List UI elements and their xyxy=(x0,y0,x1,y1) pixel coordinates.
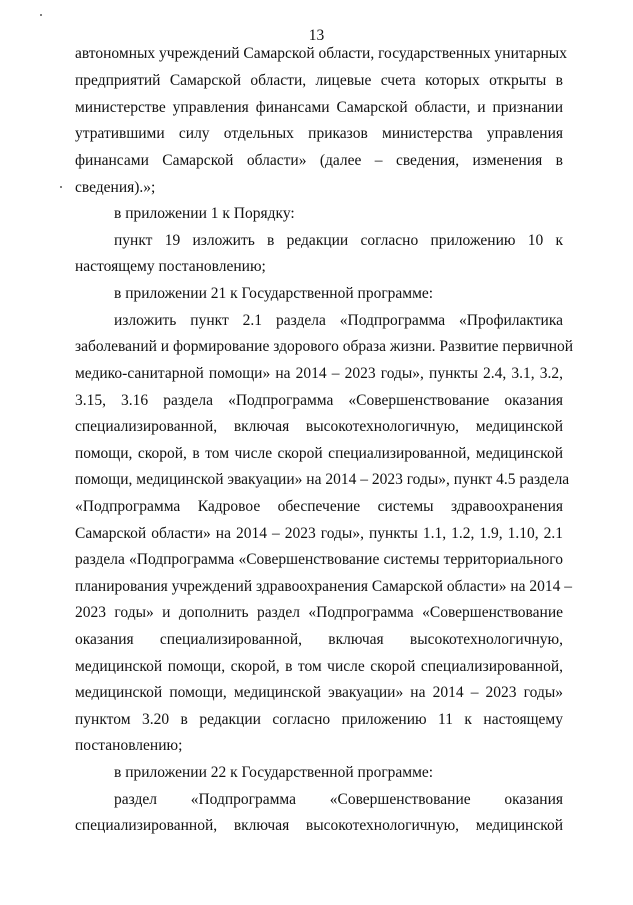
text-line: финансами Самарской области» (далее – сведения, изменения в xyxy=(75,152,563,169)
text-line: планирования учреждений здравоохранения Самарской области» на 2014 – xyxy=(75,578,573,595)
text-line: в приложении 21 к Государственной программе: xyxy=(114,285,434,302)
text-line: предприятий Самарской области, лицевые счета которых открыты в xyxy=(75,72,563,89)
text-line: помощи, медицинской эвакуации» на 2014 – 2023 годы», пункт 4.5 раздела xyxy=(75,471,570,488)
text-line: автономных учреждений Самарской области, государственных унитарных xyxy=(75,45,567,62)
text-line: в приложении 22 к Государственной программе: xyxy=(114,764,434,781)
text-line: оказания специализированной, включая высокотехнологичную, xyxy=(75,631,563,648)
text-line: сведения).»; xyxy=(75,179,156,196)
text-line: помощи, скорой, в том числе скорой специализированной, медицинской xyxy=(75,445,563,462)
text-line: заболеваний и формирование здорового образа жизни. Развитие первичной xyxy=(75,338,574,355)
text-line: пункт 19 изложить в редакции согласно приложению 10 к xyxy=(114,232,563,249)
text-line: специализированной, включая высокотехнологичную, медицинской xyxy=(75,418,563,435)
text-line: медицинской помощи, медицинской эвакуации» на 2014 – 2023 годы» xyxy=(75,684,563,701)
text-line: «Подпрограмма Кадровое обеспечение системы здравоохранения xyxy=(75,498,563,515)
scan-speck xyxy=(60,186,62,188)
text-line: министерстве управления финансами Самарской области, и признании xyxy=(75,99,563,116)
text-line: пунктом 3.20 в редакции согласно приложению 11 к настоящему xyxy=(75,711,563,728)
text-line: медицинской помощи, скорой, в том числе скорой специализированной, xyxy=(75,658,563,675)
text-line: изложить пункт 2.1 раздела «Подпрограмма «Профилактика xyxy=(114,312,563,329)
text-line: раздела «Подпрограмма «Совершенствование системы территориального xyxy=(75,551,563,568)
page-number: 13 xyxy=(308,27,325,44)
text-line: специализированной, включая высокотехнологичную, медицинской xyxy=(75,817,563,834)
text-line: в приложении 1 к Порядку: xyxy=(114,205,295,222)
scan-speck xyxy=(40,14,42,16)
text-line: постановлению; xyxy=(75,737,183,754)
text-line: настоящему постановлению; xyxy=(75,258,266,275)
text-line: медико-санитарной помощи» на 2014 – 2023 годы», пункты 2.4, 3.1, 3.2, xyxy=(75,365,563,382)
text-line: утратившими силу отдельных приказов министерства управления xyxy=(75,125,563,142)
text-line: раздел «Подпрограмма «Совершенствование оказания xyxy=(114,791,563,808)
text-line: 3.15, 3.16 раздела «Подпрограмма «Совершенствование оказания xyxy=(75,392,563,409)
text-line: Самарской области» на 2014 – 2023 годы», пункты 1.1, 1.2, 1.9, 1.10, 2.1 xyxy=(75,525,563,542)
text-line: 2023 годы» и дополнить раздел «Подпрограмма «Совершенствование xyxy=(75,604,563,621)
